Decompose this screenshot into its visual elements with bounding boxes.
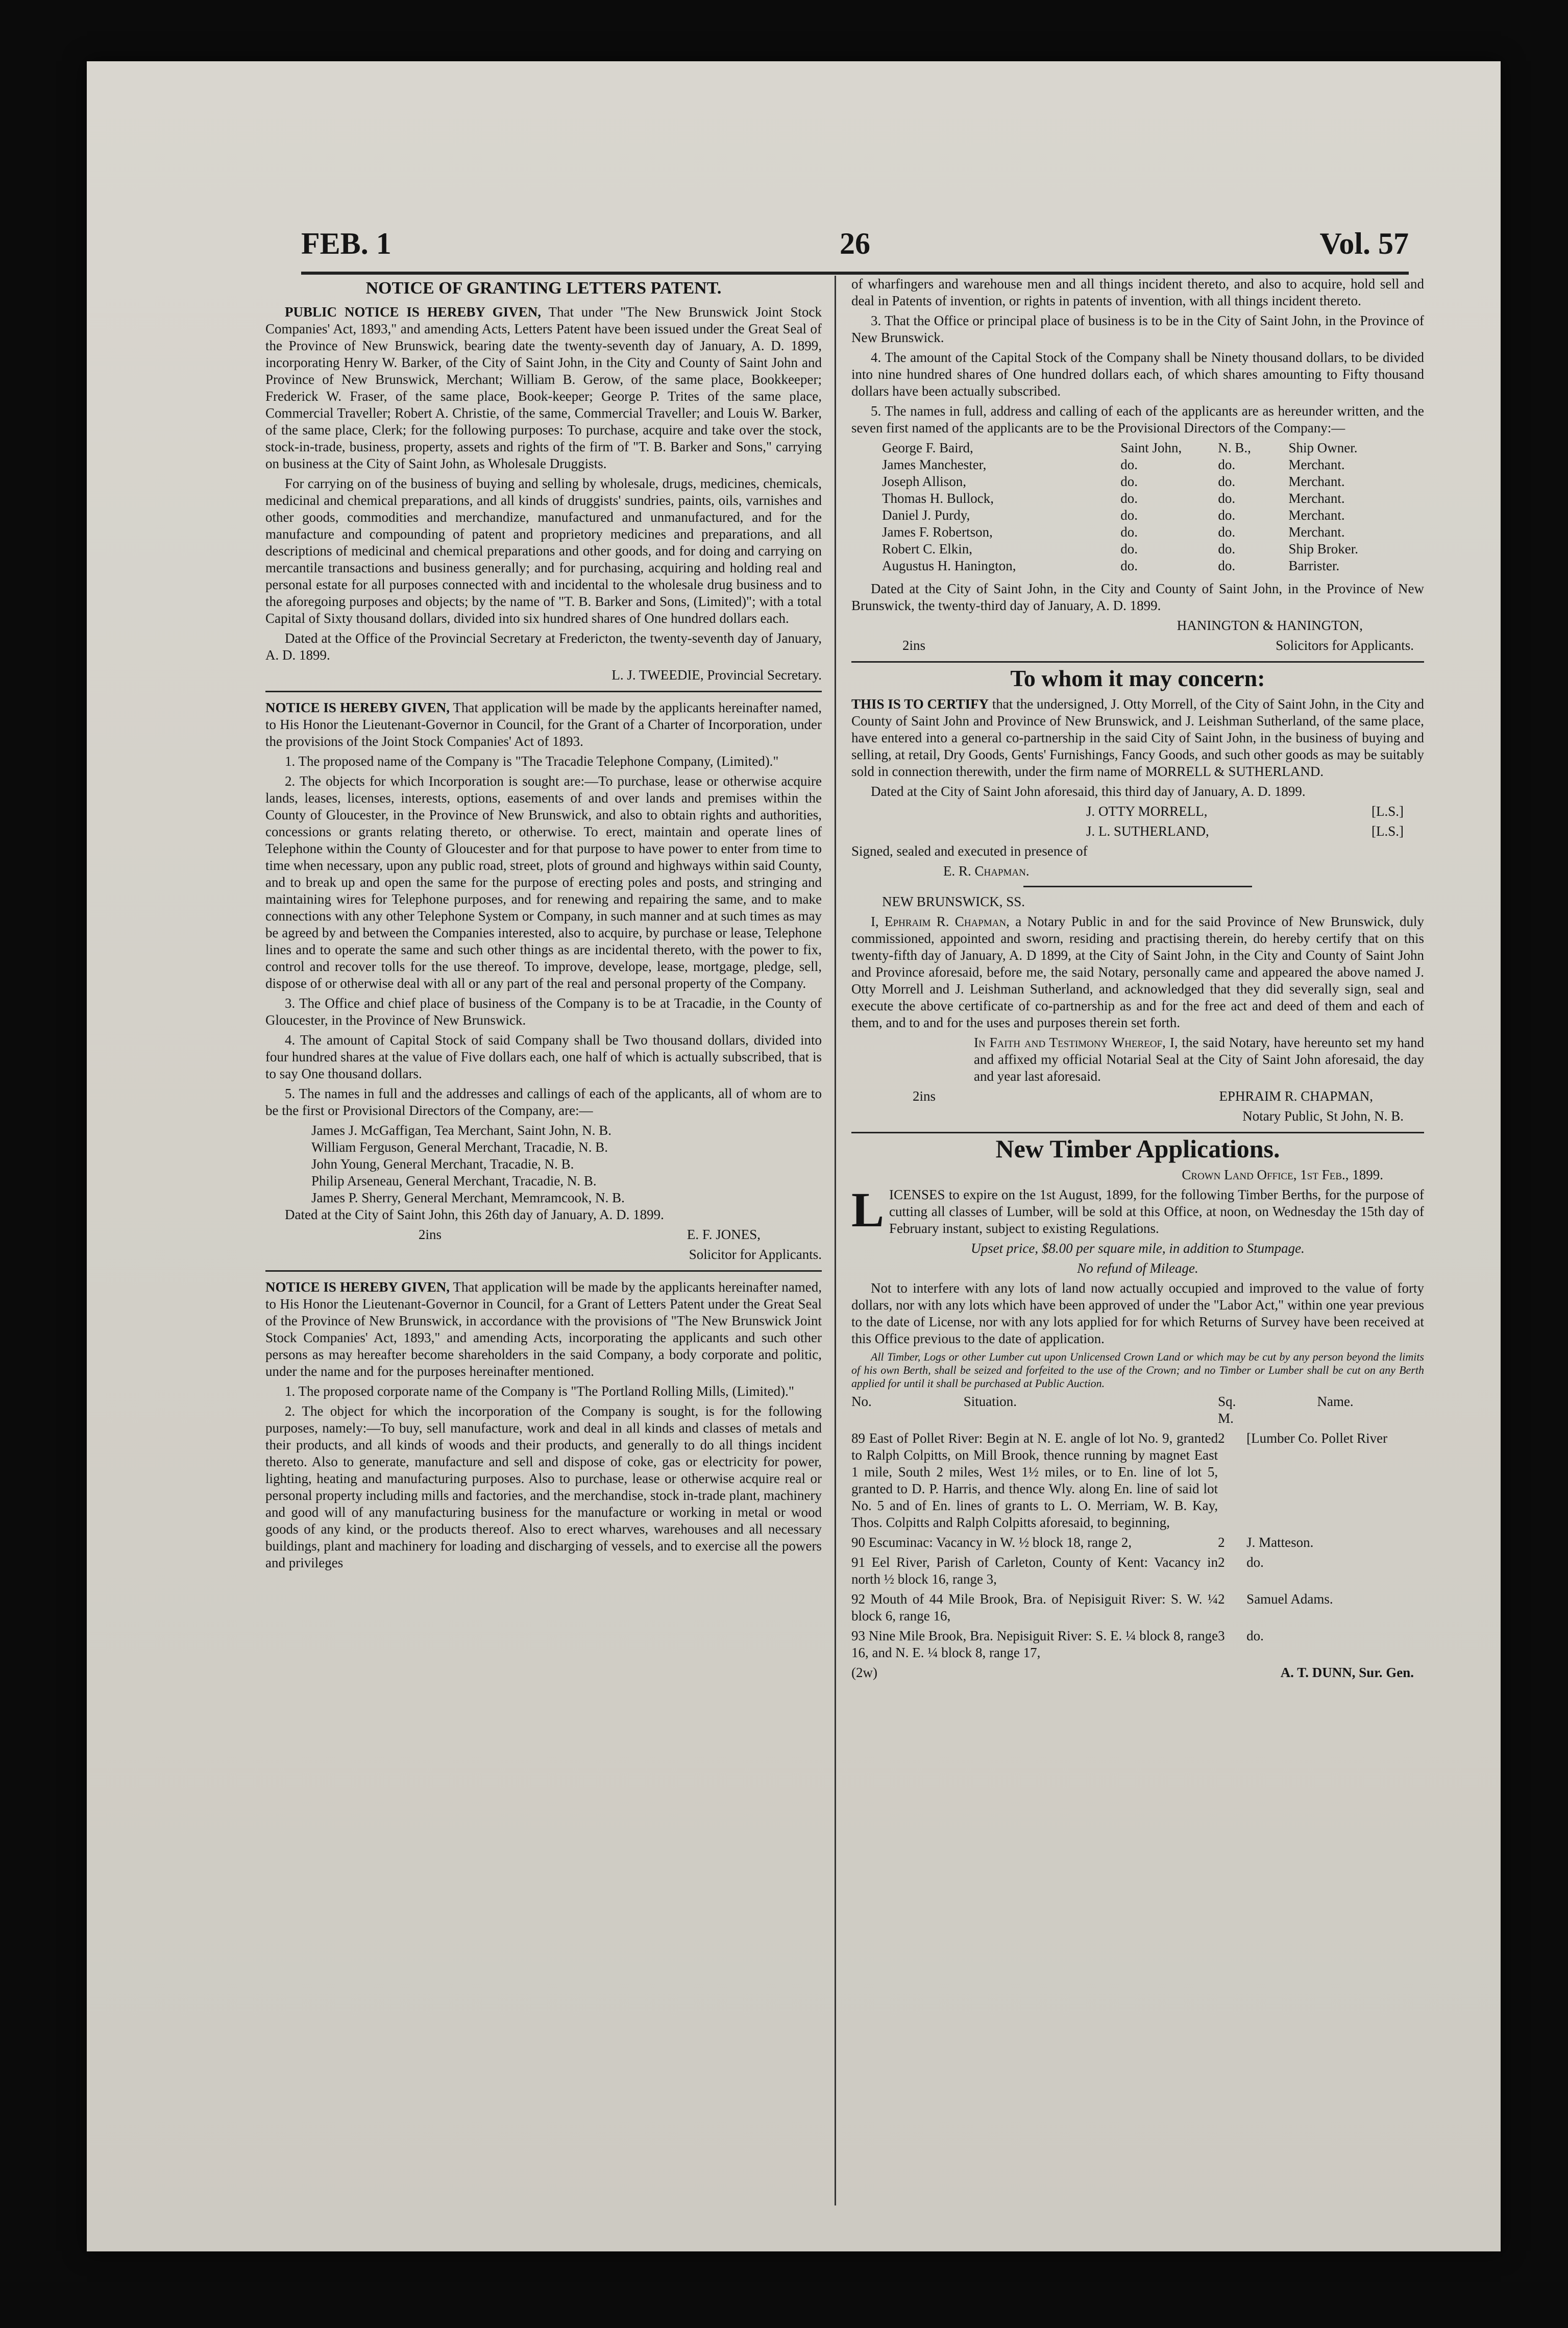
director-province: do. (1218, 507, 1236, 523)
notice-text: 1. The proposed name of the Company is "The Tracadie Telephone Company, (Limited)." (285, 754, 779, 769)
director-name: George F. Baird, (882, 440, 973, 455)
berth-no: 93 (851, 1628, 865, 1643)
col-situation: Situation. (963, 1394, 1017, 1409)
col-sq-m: Sq. M. (1218, 1394, 1236, 1426)
berth-no: 91 (851, 1555, 865, 1570)
signed-line: Signed, sealed and executed in presence of (851, 843, 1088, 859)
jurisdiction: NEW BRUNSWICK, SS. (882, 894, 1025, 909)
berth-situation: Nine Mile Brook, Bra. Nepisiguit River: S. E. ¼ block 8, range 16, and N. E. ¼ block 8, range 17, (851, 1628, 1218, 1660)
upset-price: Upset price, $8.00 per square mile, in addition to Stumpage. (971, 1241, 1305, 1256)
director-name: Daniel J. Purdy, (882, 507, 970, 523)
notice-tracadie-telephone (265, 699, 822, 1263)
applicant-name: James P. Sherry, General Merchant, Memramcook, N. B. (311, 1190, 625, 1205)
notice-text: 1. The proposed corporate name of the Company is "The Portland Rolling Mills, (Limited)." (285, 1384, 794, 1399)
insertion-count: (2w) (851, 1665, 877, 1680)
notice-text: 2. The object for which the incorporation of the Company is sought, is for the following purposes, namely:—To buy, sell manufacture, work and deal in all kinds and classes of metals and their products, and all kinds of woods and their products, and generally to do all things incident thereto. Also to generate, manufacture and sell and dispose of coke, gas or electricity for power, lighting, heating and manufacturing purposes. Also to purchase, lease or otherwise acquire real or personal property including mills and factories, and the merchandise, stock in-trade plant, machinery and good will of any manufacturing business for the manufacture or working in metal or wood goods of any kind, or the products thereof. Also to erect wharves, warehouses and all necessary buildings, plant and machinery for loading and discharging of vessels, and to exercise all the powers and privileges (265, 1403, 822, 1570)
berth-no: 89 (851, 1430, 865, 1446)
notice-text: Not to interfere with any lots of land now actually occupied and improved to the value of forty dollars, nor with any lots which have been approved of under the "Labor Act," within one year previous to the date of License, nor with any lots applied for for which Returns of Survey have been received at this Office previous to the date of application. (851, 1280, 1424, 1346)
notice-lead: PUBLIC NOTICE IS HEREBY GIVEN, (285, 304, 542, 320)
notice-dated: Dated at the Office of the Provincial Secretary at Fredericton, the twenty-seventh day of January, A. D. 1899. (265, 630, 822, 663)
timber-row (851, 1554, 1424, 1588)
director-name: James F. Robertson, (882, 524, 993, 540)
director-province: N. B., (1218, 440, 1251, 455)
seal-mark: [L.S.] (1371, 804, 1404, 819)
timber-row (851, 1534, 1424, 1551)
notice-lead: In Faith and Testimony Whereof, (974, 1035, 1166, 1050)
director-calling: Merchant. (1288, 491, 1345, 506)
notice-text: That under "The New Brunswick Joint Stock Companies' Act, 1893," and amending Acts, Letters Patent have been issued under the Great Seal of the Province of New Brunswick, bearing date the twenty-seventh day of January, A. D. 1899, incorporating Henry W. Barker, of the City of Saint John, in the City and County of Saint John and Province of New Brunswick, Merchant; William B. Gerow, of the same place, Bookkeeper; Frederick W. Fraser, of the same place, Book-keeper; George P. Trites of the same place, Commercial Traveller; Robert A. Christie, of the same, Commercial Traveller; and Louis W. Barker, of the same place, Clerk; for the following purposes: To purchase, acquire and take over the stock, stock-in-trade, business, property, assets and rights of the firm of "T. B. Barker and Sons," carrying on business at the City of Saint John, as Wholesale Druggists. (265, 304, 822, 471)
drop-cap: L (851, 1182, 885, 1237)
director-province: do. (1218, 474, 1236, 489)
notice-text: ICENSES to expire on the 1st August, 1899, for the following Timber Berths, for the purpose of cutting all classes of Lumber, will be sold at this Office, at noon, on Wednesday the 15th day of February instant, subject to existing Regulations. (889, 1187, 1424, 1236)
notice-signature-title: Solicitors for Applicants. (1276, 638, 1414, 653)
notice-signature: E. F. JONES, (687, 1227, 761, 1242)
notice-dated: Dated at the City of Saint John aforesaid, this third day of January, A. D. 1899. (871, 784, 1306, 799)
no-refund: No refund of Mileage. (1077, 1260, 1198, 1276)
notice-partnership (851, 665, 1424, 1125)
berth-situation: Eel River, Parish of Carleton, County of Kent: Vacancy in north ½ block 16, range 3, (851, 1555, 1218, 1587)
director-name: Augustus H. Hanington, (882, 558, 1016, 573)
timber-row (851, 1628, 1424, 1661)
director-city: do. (1120, 474, 1138, 489)
director-province: do. (1218, 524, 1236, 540)
page-number: 26 (840, 227, 870, 260)
notice-text: 5. The names in full, address and calling of each of the applicants are as hereunder written, and the seven first named of the applicants are to be the Provisional Directors of the Company:— (851, 403, 1424, 435)
berth-no: 92 (851, 1591, 865, 1607)
director-city: do. (1120, 457, 1138, 472)
timber-row (851, 1591, 1424, 1624)
berth-name: do. (1246, 1555, 1264, 1570)
berth-situation: East of Pollet River: Begin at N. E. angle of lot No. 9, granted to Ralph Colpitts, on Mill Brook, thence running by magnet East 1 mile, South 2 miles, West 1½ miles, or to En. line of lot 5, granted to D. P. Harris, and thence Wly. along En. line of said lot No. 5 and of En. lines of grants to L. O. Merriam, W. B. Kay, Thos. Colpitts and Ralph Colpitts aforesaid, to beginning, (851, 1430, 1218, 1530)
notice-signature-title: Solicitor for Applicants. (689, 1247, 822, 1262)
director-calling: Merchant. (1288, 507, 1345, 523)
witness: E. R. Chapman. (943, 863, 1030, 879)
berth-situation: Escuminac: Vacancy in W. ½ block 18, range 2, (868, 1535, 1132, 1550)
berth-name: J. Matteson. (1246, 1535, 1314, 1550)
director-province: do. (1218, 491, 1236, 506)
notice-lead: I, Ephraim R. Chapman, (871, 914, 1010, 929)
director-calling: Merchant. (1288, 474, 1345, 489)
notice-signature: L. J. TWEEDIE, Provincial Secretary. (611, 667, 822, 683)
berth-name: do. (1246, 1628, 1264, 1643)
berth-sq-m: 3 (1218, 1628, 1225, 1643)
berth-name: [Lumber Co. Pollet River (1246, 1430, 1388, 1446)
director-city: do. (1120, 558, 1138, 573)
notice-text: 4. The amount of Capital Stock of said Company shall be Two thousand dollars, divided into four hundred shares at the value of Five dollars each, one half of which is actually subscribed, that is to say One thousand dollars. (265, 1032, 822, 1081)
notice-lead: THIS IS TO CERTIFY (851, 696, 989, 712)
notice-text: That application will be made by the applicants hereinafter named, to His Honor the Lieutenant-Governor in Council, for the Grant of a Charter of Incorporation, under the provisions of the Joint Stock Companies' Act of 1893. (265, 700, 822, 749)
director-province: do. (1218, 457, 1236, 472)
insertion-count: 2ins (419, 1227, 442, 1242)
notice-text: a Notary Public in and for the said Province of New Brunswick, duly commissioned, appointed and sworn, residing and practising therein, do hereby certify that on this twenty-fifth day of January, A. D 1899, at the City of Saint John, in the City and County of Saint John and Province aforesaid, before me, the said Notary, personally came and appeared the above named J. Otty Morrell and J. Leishman Sutherland, and acknowledged that they did severally sign, seal and execute the above certificate of co-partnership as and for the free act and deed of them and each of them, and to and for the uses and purposes therein set forth. (851, 914, 1424, 1030)
berth-sq-m: 2 (1218, 1430, 1225, 1446)
partner-signature: J. L. SUTHERLAND, (1086, 823, 1209, 839)
divider (265, 1270, 822, 1272)
col-no: No. (851, 1394, 872, 1409)
notice-title: New Timber Applications. (995, 1134, 1280, 1163)
applicant-name: William Ferguson, General Merchant, Tracadie, N. B. (311, 1139, 608, 1155)
director-city: do. (1120, 507, 1138, 523)
director-name: Robert C. Elkin, (882, 541, 972, 556)
applicant-name: John Young, General Merchant, Tracadie, N. B. (311, 1156, 574, 1172)
notice-lead: NOTICE IS HEREBY GIVEN, (265, 1279, 450, 1295)
insertion-count: 2ins (902, 638, 926, 653)
notice-lead: NOTICE IS HEREBY GIVEN, (265, 700, 450, 715)
column-divider (835, 276, 836, 2205)
berth-no: 90 (851, 1535, 865, 1550)
notice-title: NOTICE OF GRANTING LETTERS PATENT. (365, 279, 722, 298)
berth-sq-m: 2 (1218, 1555, 1225, 1570)
director-name: James Manchester, (882, 457, 987, 472)
notice-signature: A. T. DUNN, Sur. Gen. (1280, 1665, 1414, 1680)
director-province: do. (1218, 558, 1236, 573)
notice-text: 5. The names in full and the addresses and callings of each of the applicants, all of whom are to be the first or Provisional Directors of the Company, are:— (265, 1086, 822, 1118)
notice-text: that the undersigned, J. Otty Morrell, of the City of Saint John, in the City and County of Saint John and Province of New Brunswick, and J. Leishman Sutherland, of the same place, have entered into a general co-partnership in the said City of Saint John, in the business of buying and selling, at retail, Dry Goods, Gents' Furnishings, Fancy Goods, and such other goods as may be suitably sold in connection therewith, under the firm name of MORRELL & SUTHERLAND. (851, 696, 1424, 779)
director-city: Saint John, (1120, 440, 1182, 455)
berth-sq-m: 2 (1218, 1535, 1225, 1550)
insertion-count: 2ins (913, 1088, 936, 1104)
divider (851, 661, 1424, 663)
divider (265, 691, 822, 692)
notice-title: To whom it may concern: (1010, 665, 1265, 691)
office-dateline: Crown Land Office, 1st Feb., 1899. (1182, 1167, 1383, 1182)
timber-table-header (851, 1393, 1424, 1427)
notice-text: of wharfingers and warehouse men and all things incident thereto, and also to acquire, hold sell and deal in Patents of invention, or rights in patents of invention, with all things incident thereto. (851, 276, 1424, 308)
notice-portland-rolling-mills (265, 1279, 822, 1571)
notice-text: 3. That the Office or principal place of business is to be in the City of Saint John, in the Province of New Brunswick. (851, 313, 1424, 345)
notice-dated: Dated at the City of Saint John, this 26th day of January, A. D. 1899. (285, 1207, 664, 1222)
director-name: Joseph Allison, (882, 474, 967, 489)
director-name: Thomas H. Bullock, (882, 491, 994, 506)
director-calling: Merchant. (1288, 457, 1345, 472)
director-calling: Merchant. (1288, 524, 1345, 540)
applicant-list (311, 1122, 822, 1206)
notice-signature: EPHRAIM R. CHAPMAN, (1219, 1088, 1373, 1104)
director-city: do. (1120, 524, 1138, 540)
director-city: do. (1120, 491, 1138, 506)
notice-letters-patent (265, 280, 822, 684)
notice-text: For carrying on of the business of buying and selling by wholesale, drugs, medicines, chemicals, medicinal and chemical preparations, and all kinds of druggists' sundries, paints, oils, varnishes and other goods, commodities and merchandize, manufactured and unmanufactured, and for the manufacture and compounding of patent and proprietory medicines and preparations, and all descriptions of medicinal and chemical preparations and other goods, and for doing and carrying on mercantile transactions and business generally; and for purchasing, acquiring and holding real and personal estate for all purposes connected with and incidental to the wholesale drug business and to the aforegoing purposes and objects; by the name of "T. B. Barker and Sons, (Limited)"; with a total Capital of Sixty thousand dollars, divided into six hundred shares of One hundred dollars each. (265, 476, 822, 626)
left-column (265, 276, 822, 1574)
notice-portland-rolling-mills-continued (851, 276, 1424, 654)
berth-situation: Mouth of 44 Mile Brook, Bra. of Nepisiguit River: S. W. ¼ block 6, range 16, (851, 1591, 1218, 1623)
col-name: Name. (1317, 1394, 1354, 1409)
director-calling: Ship Owner. (1288, 440, 1358, 455)
applicant-name: James J. McGaffigan, Tea Merchant, Saint John, N. B. (311, 1123, 612, 1138)
director-province: do. (1218, 541, 1236, 556)
right-column (851, 276, 1424, 1684)
directors-table (882, 440, 1424, 574)
director-city: do. (1120, 541, 1138, 556)
notice-text: 3. The Office and chief place of business of the Company is to be at Tracadie, in the County of Gloucester, in the Province of New Brunswick. (265, 996, 822, 1028)
director-calling: Barrister. (1288, 558, 1340, 573)
seal-mark: [L.S.] (1371, 823, 1404, 839)
warning-text: All Timber, Logs or other Lumber cut upon Unlicensed Crown Land or which may be cut by any person beyond the limits of his own Berth, shall be seized and forfeited to the use of the Crown; and no Timber or Lumber shall be cut on any Berth applied for until it shall be purchased at Public Auction. (851, 1350, 1424, 1390)
timber-row (851, 1430, 1424, 1531)
berth-sq-m: 2 (1218, 1591, 1225, 1607)
notice-signature: HANINGTON & HANINGTON, (1177, 618, 1363, 633)
partner-signature: J. OTTY MORRELL, (1086, 804, 1208, 819)
notice-text: 4. The amount of the Capital Stock of the Company shall be Ninety thousand dollars, to be divided into nine hundred shares of One hundred dollars each, of which shares amounting to Fifty thousand dollars have been actually subscribed. (851, 350, 1424, 399)
director-calling: Ship Broker. (1288, 541, 1358, 556)
notice-signature-title: Notary Public, St John, N. B. (1242, 1108, 1404, 1124)
header-date: FEB. 1 (301, 227, 391, 260)
divider (851, 1132, 1424, 1133)
notice-text: That application will be made by the applicants hereinafter named, to His Honor the Lieutenant-Governor in Council, for a Grant of Letters Patent under the Great Seal of the Province of New Brunswick, in accordance with the provisions of "The New Brunswick Joint Stock Companies' Act, 1893," and amending Acts, incorporating the applicants and such other persons as may hereafter become shareholders in the said Company, a body corporate and politic, under the name and for the purposes hereinafter mentioned. (265, 1279, 822, 1379)
notice-dated: Dated at the City of Saint John, in the City and County of Saint John, in the Province of New Brunswick, the twenty-third day of January, A. D. 1899. (851, 581, 1424, 613)
volume-number: Vol. 57 (1319, 227, 1409, 260)
page-header (301, 200, 1409, 275)
notice-text: I, the said Notary, have hereunto set my hand and affixed my official Notarial Seal at the City of Saint John aforesaid, the day and year last aforesaid. (974, 1035, 1424, 1084)
notice-text: 2. The objects for which Incorporation is sought are:—To purchase, lease or otherwise acquire lands, leases, licenses, interests, options, easements of and over lands and premises within the County of Gloucester, in the Province of New Brunswick, and also to obtain rights and authorities, concessions or grants relating thereto, or otherwise. To erect, maintain and operate lines of Telephone within the County of Gloucester and for that purpose to have power to enter from time to time when necessary, upon any public road, street, plots of ground and highways within said County, and to break up and open the same for the purpose of erecting poles and posts, and stringing and maintaining wires for Telephone purposes, and for renewing and repairing the same, and to make connections with any other Telephone System or Company, in such manner and at such times as may be agreed by and between the Companies interested, also to acquire, by purchase or lease, Telephone lines and to operate the same and such other things as are incidental thereto, with the power to fix, control and recover tolls for the use thereof. To improve, develope, lease, mortgage, pledge, sell, dispose of or otherwise deal with all or any part of the real and personal property of the Company. (265, 773, 822, 991)
applicant-name: Philip Arseneau, General Merchant, Tracadie, N. B. (311, 1173, 597, 1189)
divider (1023, 886, 1253, 887)
berth-name: Samuel Adams. (1246, 1591, 1333, 1607)
notice-timber (851, 1134, 1424, 1681)
